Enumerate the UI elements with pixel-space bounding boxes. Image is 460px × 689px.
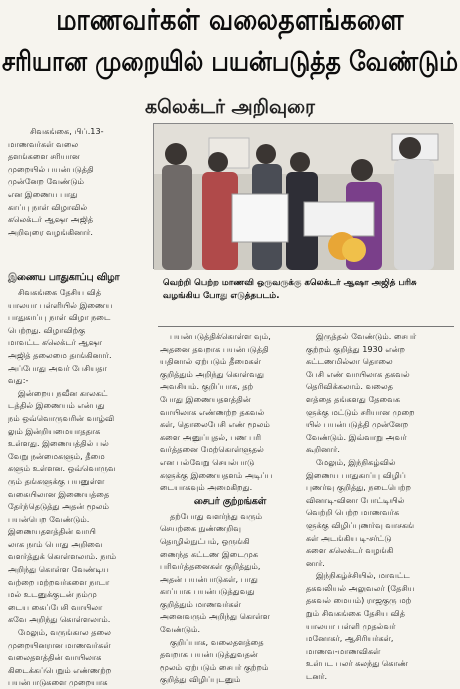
subheading-cyber-crime: சைபர் குற்றங்கள் — [193, 495, 267, 507]
column-divider — [158, 326, 454, 327]
article-column-2 — [160, 330, 300, 685]
photo-caption: வெற்றி பெற்ற மாணவி ஒருவருக்கு கலெக்டர் ஆஷா அஜித் பரிசு வழங்கிய போது எடுத்தபடம். — [163, 278, 417, 301]
paragraph: மேலும், வருங்கால தலை முறையினரான மாணவர்கள் வலைதளத்தின் வாயிலாக கிடைக்கப்பெறும் எண்ணற்ற பயன்பாடுகளை முறையாக — [8, 627, 112, 688]
headline-line-2: சரியான முறையில் பயன்படுத்த வேண்டும் — [1, 45, 459, 78]
event-photo — [153, 123, 453, 269]
headline-subtitle: கலெக்டர் அறிவுரை — [145, 96, 315, 118]
paragraph: இருத்தல் வேண்டும். சைபர் குற்றம் குறித்து 1930 என்ற கட்டணமில்லா தொலை பேசி எண் வாயிலாக தகவல் தெரிவிக்கலாம். வலைத ளத்தை தங்களது தேவைக ளுக்கு மட்டும் சரியான முறை யில் பயன்படுத்தி முன்னேற வேண்டும். இவ்வாறு அவர் கூறினார். — [306, 331, 417, 455]
paragraph: இந்நிகழ்ச்சியில், மாவட்ட தகவலியல் அலுவலர் (தேசிய தகவல் மையம்) ராஜகுரு மற் றும் சிவகங்கை தேசிய வித் யாலயா பள்ளி முதல்வர் மனோகர், ஆசிரியர்கள், மாணவ-மாணவிகள் உள்பட பலர் கலந்து கொண் டனர். — [306, 570, 415, 682]
article-column-3 — [306, 330, 456, 682]
article-column-1 — [8, 286, 148, 688]
subheading-internet-safety: இணைய பாதுகாப்பு விழா — [8, 272, 120, 283]
headline-line-1: மாணவர்கள் வலைதளங்களை — [56, 3, 404, 37]
paragraph: குறிப்பாக, வலைதளத்தை தவறாக பயன்படுத்துவதன் மூலம் ஏற்படும் சைபர் குற்றம் குறித்து விழிப்புடனும் — [160, 636, 269, 685]
paragraph: இன்றைய நவீன காலகட் டத்தில் இணையம் என்பது நம் ஒவ்வொருவரின் வாழ்வி லும் இன்றியமையாததாக உள்ளது. இணையத்தில் பல் வேறு நன்மைகளும், தீமை களும் உள்ளன. ஒவ்வொருவ ரும் தங்களுக்கு பயனுள்ள வகையிலான இணையத்தை தேர்ந்தெடுத்து அதன் மூலம் பயன்பெற வேண்டும். இணையதளத்தின் வாயி லாக நாம் பொது அறிவை வளர்த்துக் கொள்ளலாம். நாம் அறிந்து கொள்ள வேண்டிய வற்றை மற்றவர்களை நாடா மல் உடனுக்குடன் நம்மு டைய கைப்பேசி வாயிலா கவே அறிந்து கொள்ளலாம். — [8, 387, 117, 625]
paragraph: பயன்படுத்திக்கொள்ள வும், அதனை தவறாக பயன்படுத்தி யதினால் ஏற்படும் தீமைகள் குறித்தும் அறிந்து கொள்வது அவசியம். குறிப்பாக, தற் போது இணையதளத்தின் வாயிலாக எண்ணற்ற தகவல் கள், தொலைபேசி எண் மூலம் களை அனுப்புதல், பண பரி வர்த்தனை மேற்கொள்ளுதல் என பல்வேறு செயல்பாடு களுக்கு இணையதளம் அடிப்ப டையாகவும் அமைகிறது. — [160, 331, 273, 493]
intro-paragraph: சிவகங்கை, பிப்.13- மாணவர்கள் வலை தளங்களை சரியான முறையில் பயன்படுத்தி முன்னேற வேண்டும் என இணைய பாது காப்பு நாள் விழாவில் கலெக்டர் ஆஷா அஜித் அறிவுரை வழங்கினார். — [8, 126, 104, 237]
event-photo-illustration — [154, 124, 454, 270]
paragraph: சிவகங்கை தேசிய வித் யாலயா பள்ளியில் இணைய பாதுகாப்பு நாள் விழா நடை பெற்றது. விழாவிற்கு மாவட்ட கலெக்டர் ஆஷா அஜித் தலைமை தாங்கினார். அப்போது அவர் பேசியதா வது:- — [8, 287, 113, 386]
paragraph: தற்போது வளர்ந்து வரும் செயற்கை நுண்ணறிவு தொழில்நுட்பம், ஒருங்கி ணைந்த கட்டண இடைமுக பரிவர்த்தனைகள் குறித்தும், அதன் பயன்பாடுகள், பாது காப்பாக பயன்படுத்துவது குறித்தும் மாணவர்கள் அனைவரும் அறிந்து கொள்ள வேண்டும். — [160, 510, 270, 635]
paragraph: மேலும், இந்நிகழ்வில் இணைய பாதுகாப்பு விழிப் புணர்வு குறித்து, நடைபெற்ற வினாடி-வினா போட்டியில் வெற்றி பெற்ற மாணவர்க ளுக்கு விழிப்புணர்வு வாசகங் கள் அடங்கிய டி-சர்ட்டு களை கலெக்டர் வழங்கி னார். — [306, 456, 415, 568]
